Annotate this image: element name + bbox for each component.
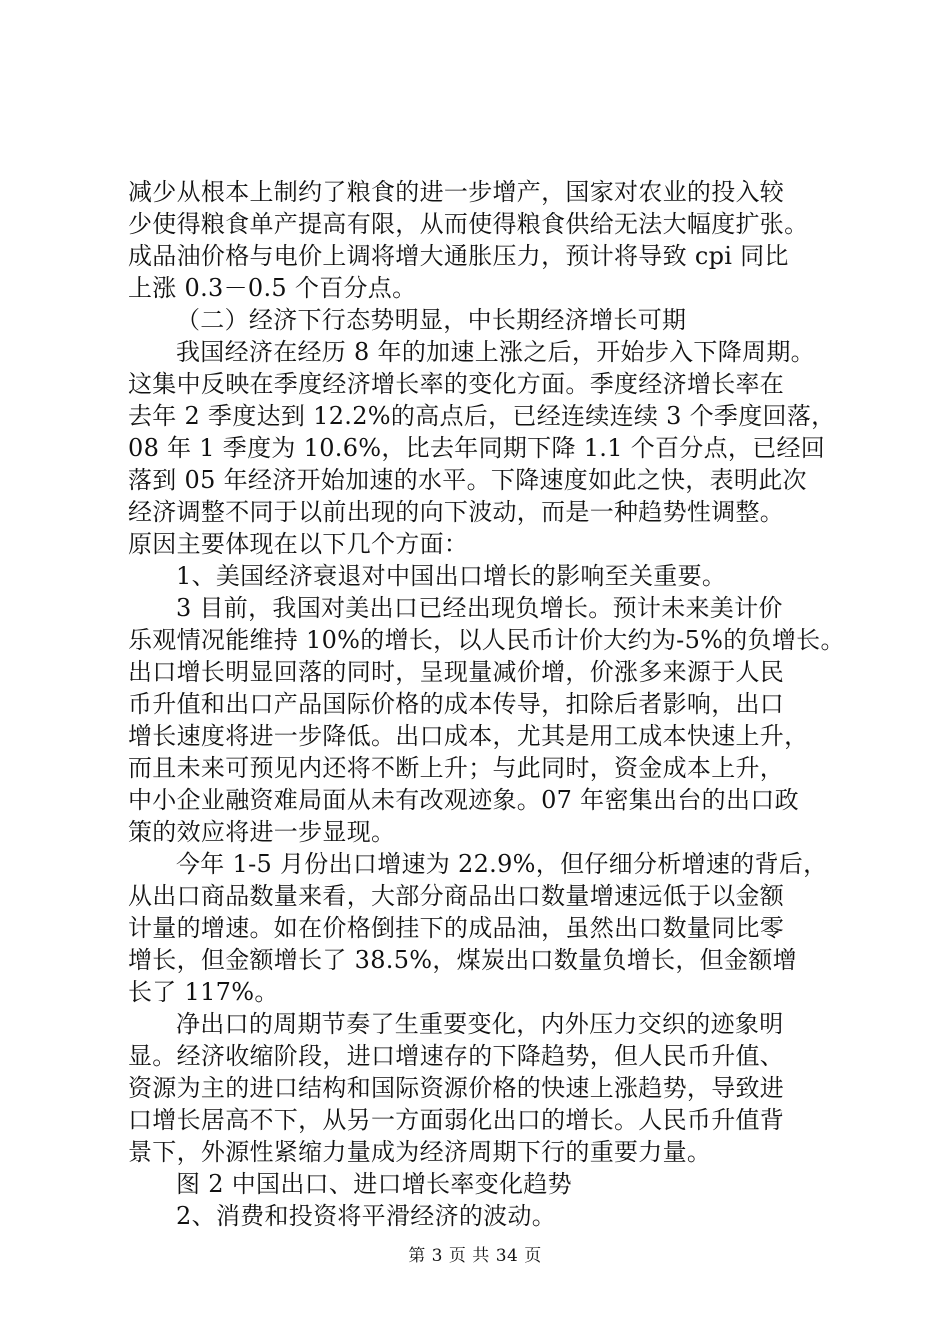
- text-line: 长了 117%。: [128, 978, 279, 1006]
- text-line: 08 年 1 季度为 10.6%，比去年同期下降 1.1 个百分点，已经回: [128, 434, 826, 462]
- text-line: 2、消费和投资将平滑经济的波动。: [176, 1202, 557, 1230]
- text-line: 少使得粮食单产提高有限，从而使得粮食供给无法大幅度扩张。: [128, 210, 809, 238]
- text-line: 经济调整不同于以前出现的向下波动，而是一种趋势性调整。: [128, 498, 785, 526]
- text-line: 图 2 中国出口、进口增长率变化趋势: [176, 1170, 572, 1198]
- text-line: 出口增长明显回落的同时，呈现量减价增，价涨多来源于人民: [128, 658, 785, 686]
- text-line: 资源为主的进口结构和国际资源价格的快速上涨趋势，导致进: [128, 1074, 785, 1102]
- text-line: 计量的增速。如在价格倒挂下的成品油，虽然出口数量同比零: [128, 914, 785, 942]
- text-line: 中小企业融资难局面从未有改观迹象。07 年密集出台的出口政: [128, 786, 799, 814]
- text-line: 增长速度将进一步降低。出口成本，尤其是用工成本快速上升，: [128, 722, 809, 750]
- text-line: 净出口的周期节奏了生重要变化，内外压力交织的迹象明: [176, 1010, 784, 1038]
- page-footer: 第 3 页 共 34 页: [408, 1246, 542, 1266]
- document-body: [128, 176, 848, 1232]
- text-line: 1、美国经济衰退对中国出口增长的影响至关重要。: [176, 562, 727, 590]
- text-line: （二）经济下行态势明显，中长期经济增长可期: [176, 306, 687, 334]
- text-line: 口增长居高不下，从另一方面弱化出口的增长。人民币升值背: [128, 1106, 785, 1134]
- text-line: 成品油价格与电价上调将增大通胀压力，预计将导致 cpi 同比: [128, 242, 789, 270]
- text-line: 币升值和出口产品国际价格的成本传导，扣除后者影响，出口: [128, 690, 785, 718]
- text-line: 上涨 0.3－0.5 个百分点。: [128, 274, 417, 302]
- text-line: 显。经济收缩阶段，进口增速存的下降趋势，但人民币升值、: [128, 1042, 785, 1070]
- text-line: 我国经济在经历 8 年的加速上涨之后，开始步入下降周期。: [176, 338, 815, 366]
- text-line: 3 目前，我国对美出口已经出现负增长。预计未来美计价: [176, 594, 783, 622]
- text-line: 今年 1-5 月份出口增速为 22.9%，但仔细分析增速的背后，: [176, 850, 828, 878]
- text-line: 而且未来可预见内还将不断上升；与此同时，资金成本上升，: [128, 754, 785, 782]
- text-line: 去年 2 季度达到 12.2%的高点后，已经连续连续 3 个季度回落，: [128, 402, 836, 430]
- text-line: 减少从根本上制约了粮食的进一步增产，国家对农业的投入较: [128, 178, 785, 206]
- text-line: 落到 05 年经济开始加速的水平。下降速度如此之快，表明此次: [128, 466, 807, 494]
- text-line: 增长，但金额增长了 38.5%，煤炭出口数量负增长，但金额增: [128, 946, 797, 974]
- text-line: 从出口商品数量来看，大部分商品出口数量增速远低于以金额: [128, 882, 785, 910]
- text-line: 策的效应将进一步显现。: [128, 818, 396, 846]
- text-line: 乐观情况能维持 10%的增长，以人民币计价大约为-5%的负增长。: [128, 626, 845, 654]
- text-line: 这集中反映在季度经济增长率的变化方面。季度经济增长率在: [128, 370, 785, 398]
- text-line: 原因主要体现在以下几个方面：: [128, 530, 469, 558]
- text-line: 景下，外源性紧缩力量成为经济周期下行的重要力量。: [128, 1138, 712, 1166]
